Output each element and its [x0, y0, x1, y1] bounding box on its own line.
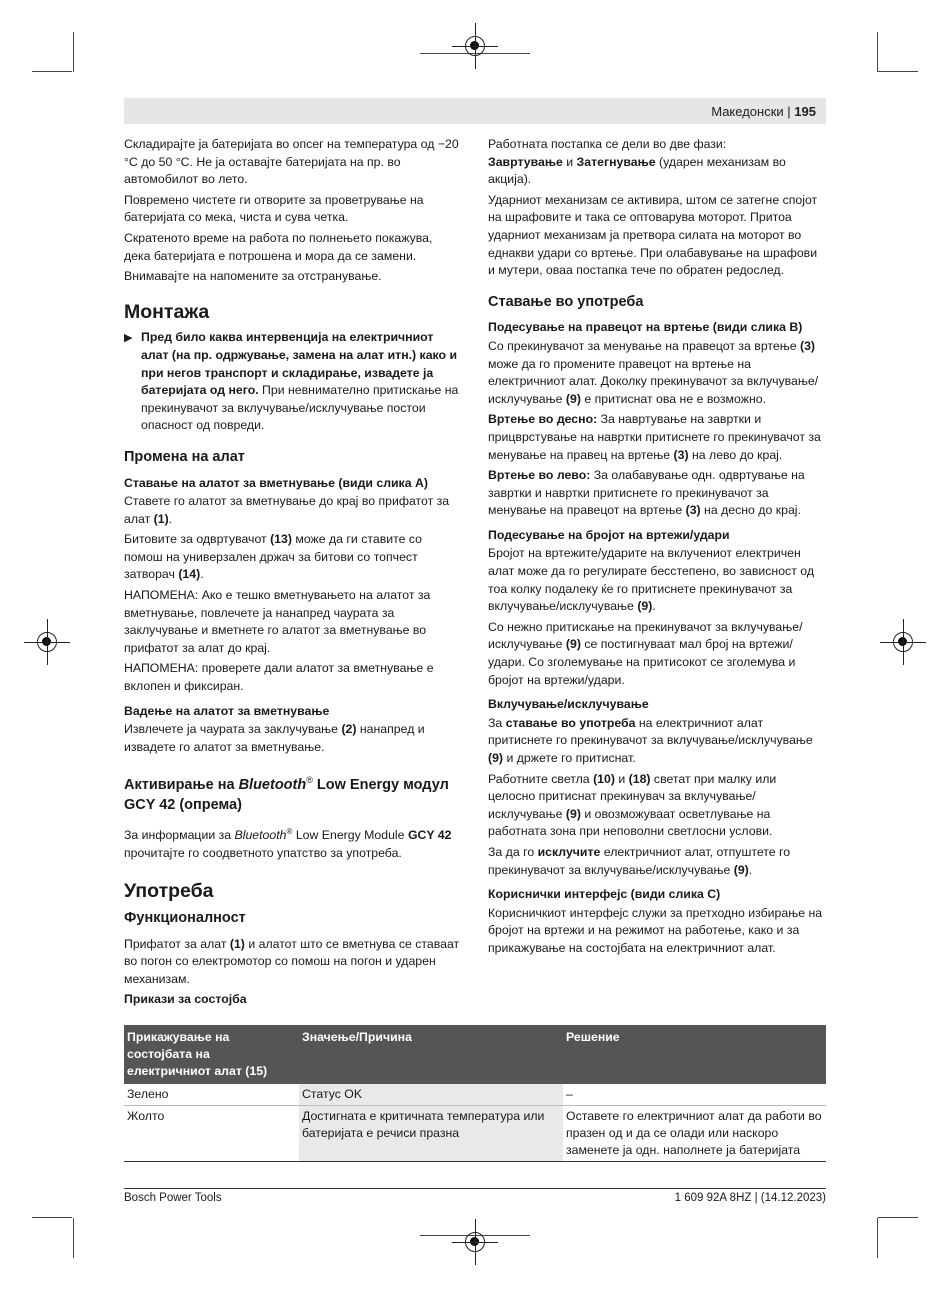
table-cell: – — [563, 1084, 826, 1106]
table-cell: Статус OK — [299, 1084, 563, 1106]
registered-mark: ® — [306, 775, 313, 786]
text: Low Energy Module — [292, 828, 408, 843]
registration-mark-icon — [37, 632, 57, 652]
crop-mark — [877, 32, 878, 72]
text: Прифатот за алат — [124, 936, 230, 951]
text: прочитајте го соодветното упатство за употреба. — [124, 845, 402, 860]
registration-mark-icon — [465, 36, 485, 56]
footer-rule — [124, 1188, 826, 1189]
ref-number: (18) — [628, 771, 651, 786]
text: Активирање на — [124, 777, 239, 794]
text: Бројот на вртежите/ударите на вклучениот електричен алат може да го регулирате бесстепено, во зависност од тоа колку подалеку ќе го притиснете прекинувачот за вклучување/исклучување — [488, 546, 814, 614]
warning-text: При невнимателно притискање на прекинувачот за вклучување/исклучување постои опасност од повреди. — [141, 383, 459, 433]
paragraph: Повремено чистете ги отворите за проветрување на батеријата со мека, чиста и сува четка. — [124, 192, 424, 225]
text: Завртување — [488, 154, 563, 169]
paragraph: Внимавајте на напомените за отстранување. — [124, 269, 382, 284]
footer-brand: Bosch Power Tools — [124, 1192, 222, 1204]
footer-doc-number: 1 609 92A 8HZ | (14.12.2023) — [674, 1192, 826, 1204]
header-language: Македонски — [711, 104, 784, 119]
text: Работната постапка се дели во две фази: — [488, 137, 727, 151]
text: За — [488, 715, 506, 730]
text: Bluetooth — [238, 777, 307, 794]
text: на десно до крај. — [700, 503, 801, 518]
note-paragraph: НАПОМЕНА: Ако е тешко вметнувањето на алатот за вметнување, повлечете ја нанапред чаурата за заклучување и вметнете го алатот за вметнување во прифатот за алат до крај. — [124, 588, 431, 655]
text: Ставете го алатот за вметнување до крај во прифатот за алат — [124, 494, 450, 526]
heading-start-use: Ставање во употреба — [488, 293, 644, 310]
subheading-direction: Подесување на правецот на вртење (види слика B) — [488, 320, 803, 335]
paragraph — [488, 338, 825, 408]
page-number: 195 — [794, 104, 816, 119]
text: ставање во употреба — [505, 715, 636, 730]
ref-number: (14) — [178, 567, 201, 582]
text: и држете го притиснат. — [503, 751, 636, 765]
ref-number: (9) — [565, 391, 581, 406]
ref-number: (9) — [733, 862, 749, 877]
ref-number: (10) — [593, 771, 615, 786]
text: може да го промените правецот на вртење на електричниот алат. Доколку прекинувачот за вклучување/исклучување — [488, 356, 819, 406]
ref-number: (9) — [565, 806, 581, 821]
text: . — [748, 862, 753, 877]
text: исклучите — [537, 844, 601, 859]
text: Со нежно притискање на прекинувачот за вклучување/исклучување — [488, 619, 803, 652]
subheading-on-off: Вклучување/исклучување — [488, 697, 649, 712]
paragraph — [124, 823, 461, 862]
text: и алатот што се вметнува се ставаат во погон со електромотор со помош на погон и ударен механизам. — [124, 936, 460, 986]
ref-number: (9) — [565, 637, 581, 652]
text: За да го — [488, 844, 538, 859]
text: Битовите за одвртувачот — [124, 532, 271, 547]
crop-mark — [878, 71, 918, 72]
crop-mark — [32, 71, 72, 72]
paragraph: Складирајте ја батеријата во опсег на температура од −20 °C до 50 °C. Не ја оставајте батеријата на пр. во автомобилот во лето. — [124, 137, 459, 187]
text: Bluetooth — [234, 828, 287, 843]
subheading-status: Прикази за состојба — [124, 992, 247, 1007]
paragraph: Корисничкиот интерфејс служи за претходно избирање на бројот на вртежи и на режимот на работење, како и за прикажување на состојбата на електричниот алат. — [488, 905, 823, 955]
subheading-user-interface: Кориснички интерфејс (види слика C) — [488, 887, 721, 902]
left-column — [124, 136, 461, 1009]
paragraph — [488, 411, 825, 464]
table-row — [124, 1106, 826, 1162]
bullet-triangle-icon: ▶ — [124, 332, 133, 345]
text: Затегнување — [576, 154, 656, 169]
ref-number: (3) — [685, 503, 701, 518]
text: За навртување на завртки и прицврстување на навртки притиснете го прекинувачот за менување на правец на вртење — [488, 412, 821, 462]
status-table — [124, 1025, 826, 1162]
text: и — [562, 154, 577, 169]
subheading-speed: Подесување на бројот на вртежи/удари — [488, 527, 730, 542]
text: е притиснат ова не е возможно. — [580, 391, 766, 406]
table-cell: Оставете го електричниот алат да работи во празен од и да се олади или наскоро заменете ја одн. наполнете ја батеријата — [563, 1106, 826, 1162]
table-header-row — [124, 1025, 826, 1084]
text: . — [200, 567, 204, 582]
text: на електричниот алат притиснете го прекинувачот за вклучување/исклучување — [488, 715, 813, 748]
subheading-remove-tool: Вадење на алатот за вметнување — [124, 703, 330, 718]
right-column — [488, 136, 825, 961]
paragraph — [488, 467, 825, 520]
ref-number: (3) — [799, 338, 815, 353]
warning-note — [124, 329, 461, 435]
paragraph — [124, 936, 461, 989]
paragraph — [488, 136, 825, 189]
running-header — [711, 104, 816, 119]
table-header: Значење/Причина — [299, 1025, 563, 1084]
text: Low Energy модул GCY 42 (опрема) — [124, 777, 449, 814]
crop-mark — [878, 1217, 918, 1218]
header-separator: | — [787, 104, 791, 119]
paragraph — [488, 844, 825, 879]
crop-mark — [877, 1218, 878, 1258]
heading-tool-change: Промена на алат — [124, 448, 245, 465]
heading-use: Употреба — [124, 879, 214, 902]
text: За информации за — [124, 828, 235, 843]
text: и овозможуваат осветлување на работната зона при неповолни светлосни услови. — [488, 806, 773, 839]
text: Извлечете ја чаурата за заклучување — [124, 722, 342, 737]
ref-number: (1) — [229, 936, 245, 951]
heading-montaza: Монтажа — [124, 300, 210, 323]
paragraph — [124, 493, 461, 528]
table-header: Прикажување на состојбата на електричниот алат (15) — [124, 1025, 299, 1084]
table-cell: Зелено — [124, 1084, 299, 1106]
heading-functionality: Функционалност — [124, 910, 246, 927]
ref-number: (1) — [153, 511, 169, 526]
text: светат при малку или целосно притиснат прекинувач за вклучување/исклучување — [488, 771, 777, 821]
text: се постигнуваат мал број на вртежи/удари. Со зголемување на притисокот се зголемува и бројот на вртежи/удари. — [488, 637, 796, 687]
paragraph — [124, 721, 461, 756]
text: . — [168, 511, 173, 526]
text: електричниот алат, отпуштете го прекинувачот за вклучување/исклучување — [488, 844, 791, 877]
paragraph — [488, 715, 825, 768]
heading-bluetooth — [124, 770, 461, 815]
text: Со прекинувачот за менување на правецот за вртење — [488, 338, 800, 353]
ref-number: (13) — [270, 532, 292, 547]
paragraph — [488, 619, 825, 689]
text: нанапред и извадете го алатот за вметнување. — [124, 722, 425, 754]
note-paragraph: НАПОМЕНА: проверете дали алатот за вметнување е вклопен и фиксиран. — [124, 661, 434, 694]
paragraph — [488, 771, 825, 841]
ref-number: (3) — [673, 447, 689, 462]
paragraph: Ударниот механизам се активира, штом се затегне спојот на шрафовите и така се оптоварува моторот. Притоа ударниот механизам ја претвора силата на моторот во еднакви удари со вртење. При олабавување на шрафови и мутери, оваа постапка тече по обратен редослед. — [488, 192, 818, 278]
text: За олабавување одн. одвртување на завртки и навртки притиснете го прекинувачот за менување на правецот на вртење — [488, 468, 805, 518]
warning-bold-text: Пред било каква интервенција на електричниот алат (на пр. одржување, замена на алат итн.) како и при негов транспорт и складирање, извадете ја батеријата од него. — [141, 330, 458, 398]
table-cell: Жолто — [124, 1106, 299, 1162]
text: Вртење во лево: — [488, 468, 591, 483]
registration-mark-icon — [893, 632, 913, 652]
registration-mark-icon — [465, 1232, 485, 1252]
crop-mark — [73, 1218, 74, 1258]
paragraph: Скратеното време на работа по полнењето покажува, дека батеријата е потрошена и мора да се замени. — [124, 230, 433, 263]
paragraph — [488, 545, 825, 615]
registered-mark: ® — [286, 827, 293, 837]
crop-mark — [73, 32, 74, 72]
crop-mark — [32, 1217, 72, 1218]
text: (ударен механизам во акција). — [488, 154, 786, 187]
paragraph — [124, 531, 461, 584]
subheading-insert-tool: Ставање на алатот за вметнување (види слика A) — [124, 475, 428, 490]
ref-number: (2) — [341, 722, 357, 737]
text: . — [652, 599, 656, 614]
ref-number: (9) — [488, 751, 504, 765]
text: Работните светла — [488, 771, 594, 786]
table-header: Решение — [563, 1025, 826, 1084]
text: на лево до крај. — [688, 447, 783, 462]
ref-number: (9) — [637, 599, 653, 614]
text: и — [614, 771, 629, 786]
table-row — [124, 1084, 826, 1106]
text: може да ги ставите со помош на универзален држач за битови со топчест затворач — [124, 532, 422, 582]
table-cell: Достигната е критичната температура или батеријата е речиси празна — [299, 1106, 563, 1162]
text: GCY 42 — [407, 828, 452, 843]
text: Вртење во десно: — [488, 412, 598, 427]
